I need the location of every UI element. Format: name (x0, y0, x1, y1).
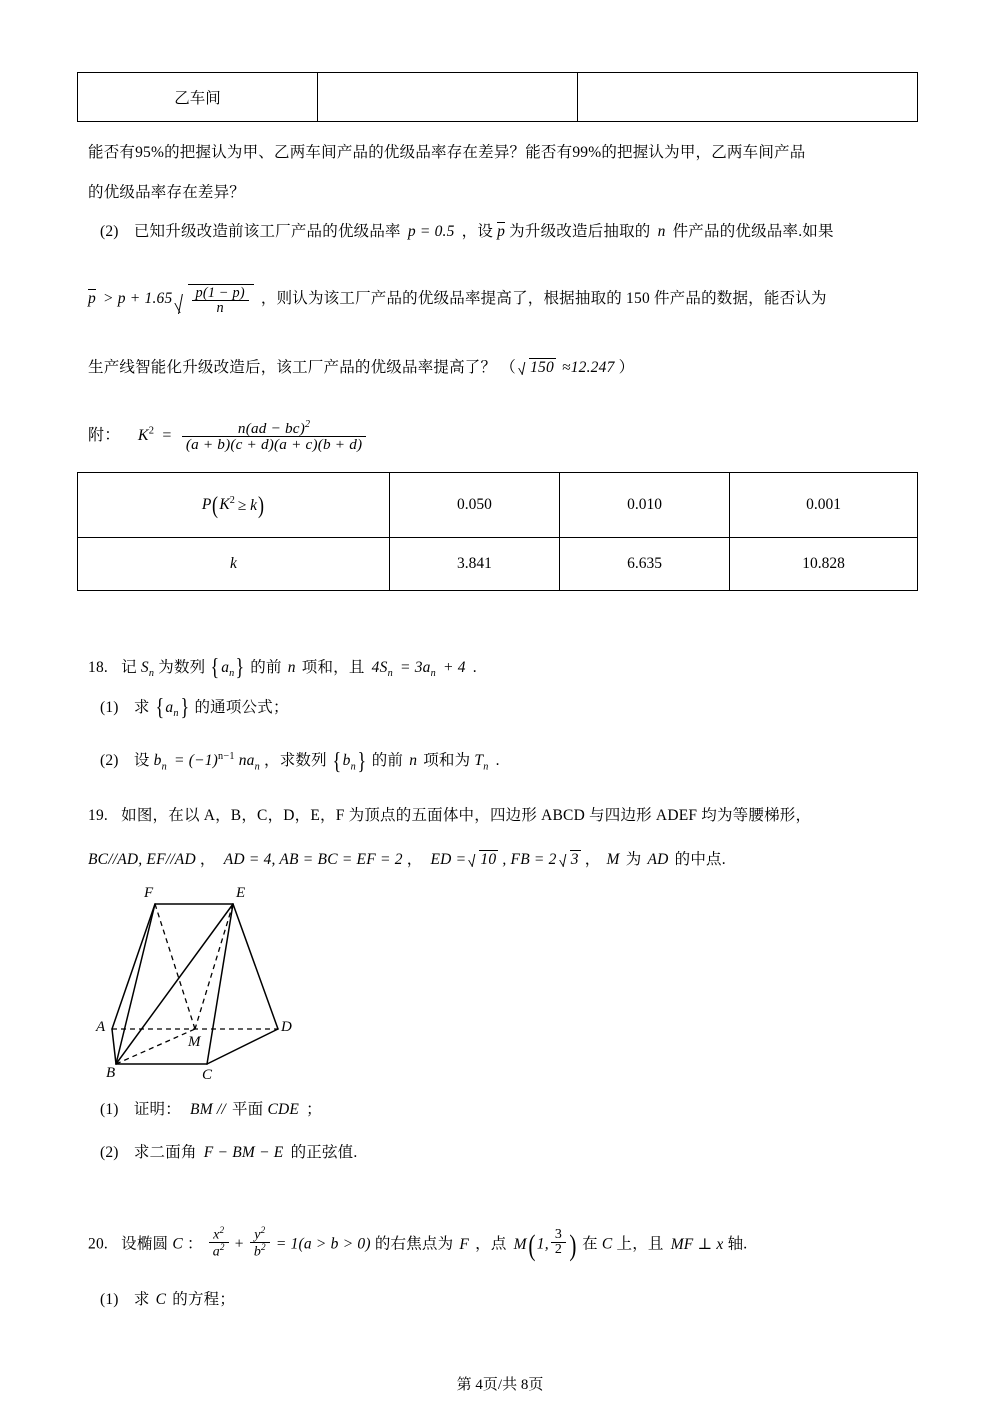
M-symbol: M (606, 851, 620, 868)
sqrt-150-radical (520, 358, 556, 376)
vertex-label-D: D (281, 1019, 292, 1035)
cell-k-value-1: 6.635 (559, 538, 729, 591)
p-bar-lhs: p (88, 290, 96, 308)
a-subscript-2: n (173, 708, 179, 720)
dihedral-angle: F − BM − E (203, 1144, 284, 1161)
sqrt-radical (177, 284, 254, 316)
p-bar-symbol: p (497, 223, 506, 240)
k-symbol: K (137, 426, 149, 444)
q19-line2-k: 的中点. (674, 851, 726, 868)
q17-part2-text-b: ，设 (461, 223, 494, 240)
left-brace-1: { (210, 655, 220, 682)
q18-p2-marker: (2) (100, 752, 119, 770)
point-y-den: 2 (551, 1242, 566, 1257)
eq-sub-2: n (430, 668, 436, 680)
na-subscript: n (254, 761, 260, 773)
q19-line1 (88, 808, 811, 824)
right-paren-point: ) (569, 1229, 577, 1262)
q17-part2-text-a: 已知升级改造前该工厂产品的优级品率 (133, 223, 401, 240)
cell-p-value-0: 0.050 (389, 473, 559, 538)
a-symbol-2: a (165, 699, 174, 716)
q17-inequality-line (88, 284, 827, 316)
point-M: M (513, 1235, 527, 1253)
q19-p1-a: 证明： (133, 1101, 181, 1118)
sqrt-10-value: 10 (480, 851, 497, 868)
q18-stem-d: 项和，且 (301, 659, 365, 676)
cell-empty-2 (577, 73, 917, 122)
a-squared: $a^2$ (209, 1242, 229, 1260)
cell-p-value-2: 0.001 (730, 473, 918, 538)
a-symbol: a (221, 659, 230, 676)
right-brace-3: } (357, 748, 367, 775)
k-fraction-denominator: (a + b)(c + d)(a + c)(b + d) (182, 436, 366, 452)
b-subscript-2: n (350, 761, 356, 773)
T-subscript: n (483, 761, 489, 773)
k-exponent: 2 (148, 425, 155, 437)
q19-p2-marker: (2) (100, 1144, 119, 1161)
page-footer: 第 4页/共 8页 (456, 1377, 544, 1393)
length-conditions: AD = 4, AB = BC = EF = 2 (223, 851, 403, 868)
vertex-label-B: B (106, 1065, 116, 1081)
q19-part1 (100, 1102, 322, 1118)
cell-k-header (78, 538, 390, 591)
q18-part1 (100, 695, 289, 722)
q17-part2-text-d: 件产品的优级品率.如果 (672, 223, 834, 240)
cell-empty-1 (317, 73, 577, 122)
ellipse-C: C (172, 1235, 183, 1253)
q19-p1-marker: (1) (100, 1101, 119, 1118)
q19-line2-i: 为 (625, 851, 642, 868)
fb-label: , FB = 2 (502, 851, 557, 868)
curve-C: C (155, 1291, 167, 1308)
q18-p2-period: . (495, 752, 500, 770)
vertex-label-E: E (236, 885, 246, 901)
q20-colon: ： (186, 1235, 203, 1253)
k-symbol-header: K (219, 496, 230, 514)
plus-sign: + (234, 1235, 244, 1253)
k-squared-fraction (182, 420, 366, 452)
fraction-numerator: p(1 − p) (195, 285, 245, 301)
q20-p1-marker: (1) (100, 1291, 119, 1308)
p-symbol: P (201, 496, 212, 514)
q17-last-approx: ≈12.247 (562, 359, 615, 376)
k-header-exponent: 2 (229, 495, 235, 507)
mf-perpendicular: MF ⊥ x (670, 1235, 724, 1253)
left-paren-point: ( (528, 1229, 536, 1262)
cell-k-value-0: 3.841 (389, 538, 559, 591)
q20-stem-e: 上，且 (616, 1235, 664, 1253)
k-squared-formula (88, 420, 368, 452)
q19-part2 (100, 1145, 357, 1161)
right-paren: ) (258, 493, 265, 520)
q18-p1-marker: (1) (100, 699, 119, 716)
q17-part2-marker: (2) (100, 223, 119, 240)
vertex-label-M: M (188, 1034, 201, 1050)
vertex-label-C: C (202, 1067, 213, 1083)
q17-line2: 的优级品率存在差异？ (88, 184, 246, 201)
q18-equation-3: + 4 (443, 659, 466, 676)
n-symbol-2: n (409, 752, 418, 770)
cell-p-value-1: 0.010 (559, 473, 729, 538)
pentahedron-svg (82, 886, 382, 1086)
eq-sub-1: n (387, 668, 393, 680)
table-row (78, 73, 918, 122)
vertex-label-F: F (144, 885, 154, 901)
q20-part1 (100, 1292, 235, 1308)
q18-equation-1: 4S (371, 659, 388, 676)
y-squared: $y^2$ (254, 1224, 266, 1243)
q20-stem-a: 设椭圆 (121, 1235, 169, 1253)
q18-part2 (100, 748, 500, 775)
q19-line2 (88, 850, 726, 868)
ge-k: ≥ k (237, 496, 258, 514)
n-symbol-1: n (287, 659, 296, 676)
left-paren: ( (212, 493, 219, 520)
point-y-num: 3 (554, 1227, 562, 1243)
cde-plane: CDE (267, 1101, 300, 1118)
q18-p2-e: ，求数列 (264, 752, 327, 770)
ed-label: ED = (430, 851, 467, 868)
q17-last-line (88, 358, 634, 376)
equals-sign: = (162, 426, 172, 444)
variance-fraction (192, 286, 249, 316)
q17-after-inequality: ，则认为该工厂产品的优级品率提高了，根据抽取的 150 件产品的数据，能否认为 (260, 290, 827, 308)
T-symbol: T (474, 752, 484, 770)
focus-F: F (459, 1235, 470, 1253)
q19-p2-a: 求二面角 (133, 1144, 197, 1161)
AD-symbol: AD (647, 851, 669, 868)
k-fraction-numerator: n(ad − bc)$^2$ (237, 419, 311, 438)
q20-stem (88, 1224, 748, 1262)
q18-stem-c: 的前 (250, 659, 282, 676)
right-brace-1: } (235, 655, 245, 682)
q18-p2-h: 项和为 (423, 752, 471, 770)
vertex-label-A: A (96, 1019, 106, 1035)
workshop-label: 乙车间 (174, 90, 221, 107)
q17-part2-text-c: 为升级改造后抽取的 (509, 223, 651, 240)
cell-p-header (78, 473, 390, 538)
workshop-table (77, 72, 918, 122)
q18-p2-c: = (−1) (173, 752, 219, 770)
q17-n-symbol: n (657, 223, 666, 240)
q19-sep-3: ， (584, 851, 601, 868)
critical-value-table (77, 472, 918, 591)
ellipse-equation-rhs: = 1(a > b > 0) (275, 1235, 371, 1253)
q20-p1-b: 的方程； (172, 1291, 236, 1308)
point-y-fraction (551, 1228, 566, 1257)
q17-part2-line (100, 222, 834, 240)
q19-p2-c: 的正弦值. (290, 1144, 358, 1161)
left-brace-3: { (332, 748, 342, 775)
x-over-a-fraction (209, 1226, 229, 1260)
q18-p2-d: na (238, 752, 255, 770)
q20-number: 20. (88, 1235, 108, 1253)
q20-p1-a: 求 (133, 1291, 150, 1308)
q18-stem-b: 为数列 (158, 659, 206, 676)
q18-stem (88, 655, 477, 682)
right-brace-2: } (180, 695, 189, 722)
b-subscript: n (161, 761, 167, 773)
point-x: 1, (536, 1235, 549, 1253)
q19-sep-2: ， (406, 851, 423, 868)
ellipse-C-2: C (601, 1235, 613, 1253)
q18-equation-2: = 3a (399, 659, 431, 676)
q19-number: 19. (88, 807, 108, 824)
q17-p-value: p = 0.5 (407, 223, 455, 240)
q17-last-text-a: 生产线智能化升级改造后，该工厂产品的优级品率提高了？ （ (88, 359, 516, 376)
table-row-k (78, 538, 918, 591)
q20-stem-d: 在 (582, 1235, 598, 1253)
q17-line1: 能否有95%的把握认为甲、乙两车间产品的优级品率存在差异？能否有99%的把握认为甲，乙两车间产品 (88, 144, 806, 161)
fraction-denominator: n (192, 300, 249, 315)
b-squared: $b^2$ (250, 1242, 270, 1260)
a-subscript: n (229, 668, 235, 680)
cell-k-value-2: 10.828 (730, 538, 918, 591)
x-squared: $x^2$ (213, 1224, 225, 1243)
bm-parallel: BM // (190, 1101, 226, 1118)
solid-figure-19 (82, 886, 382, 1086)
sqrt-3-radical (561, 850, 581, 868)
sqrt-10-radical (470, 850, 498, 868)
q19-sep-1: ， (199, 851, 216, 868)
q20-stem-f: 轴. (727, 1235, 748, 1253)
q18-period: . (472, 659, 477, 676)
q18-p2-g: 的前 (371, 752, 404, 770)
q18-p1-b: 的通项公式； (194, 699, 289, 716)
b-symbol: b (153, 752, 162, 770)
k-label: k (230, 555, 237, 572)
parallel-conditions: BC//AD, EF//AD (88, 851, 196, 868)
b-symbol-2: b (342, 752, 351, 770)
S-subscript: n (148, 668, 155, 680)
inequality-middle: > p + 1.65 (103, 290, 173, 308)
q19-line1-text: 如图，在以 A，B，C，D，E，F 为顶点的五面体中，四边形 ABCD 与四边形 ADEF 均为等腰梯形， (121, 807, 812, 824)
q19-p1-e: ； (306, 1101, 322, 1118)
q18-p2-a: 设 (133, 752, 150, 770)
q18-number: 18. (88, 659, 108, 676)
y-over-b-fraction (250, 1226, 270, 1260)
q20-stem-b: 的右焦点为 (374, 1235, 454, 1253)
plane-word: 平面 (231, 1101, 264, 1118)
sqrt-3-value: 3 (570, 851, 579, 868)
cell-workshop-name (78, 73, 318, 122)
left-brace-2: { (155, 695, 164, 722)
sqrt-150-value: 150 (530, 359, 554, 376)
q20-stem-c: ，点 (475, 1235, 507, 1253)
q18-stem-a: 记 (121, 659, 137, 676)
q18-p1-a: 求 (133, 699, 150, 716)
power-n-minus-1: n−1 (218, 751, 235, 762)
q17-last-text-c: ） (618, 359, 635, 376)
note-label: 附： (88, 426, 121, 444)
table-row-probability (78, 473, 918, 538)
S-symbol: S (140, 659, 149, 676)
